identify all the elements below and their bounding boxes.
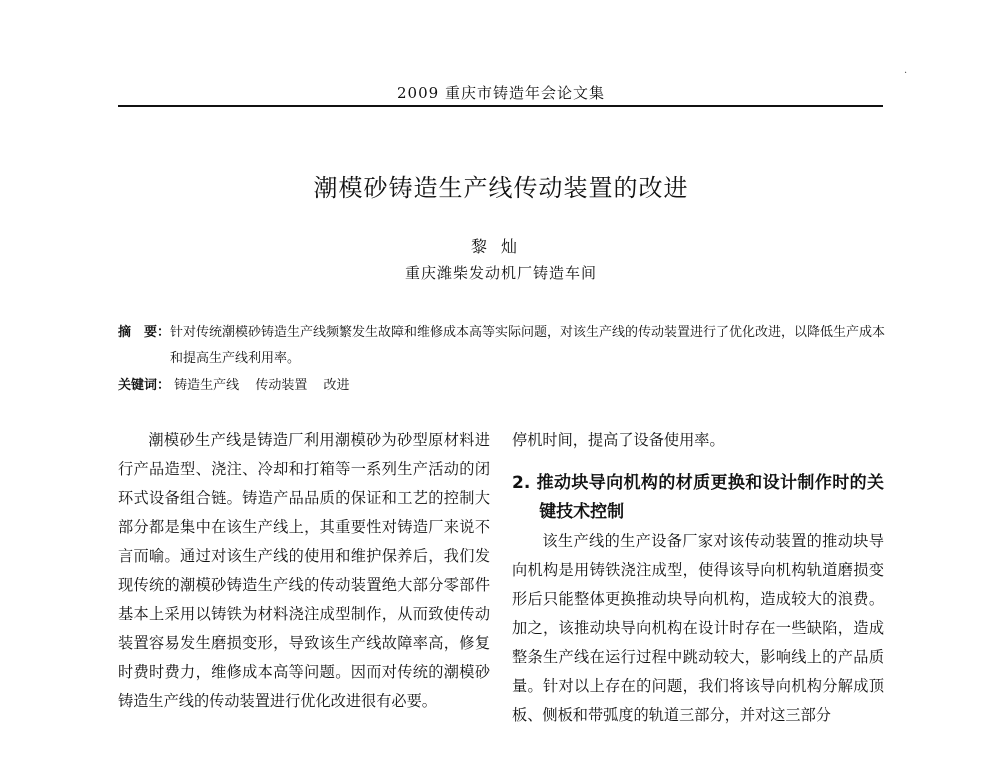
author-name: 黎灿 <box>470 237 531 256</box>
right-column <box>512 426 884 730</box>
header-rule <box>118 105 883 107</box>
keywords-label: 关键词： <box>118 378 171 393</box>
keyword: 传动装置 <box>255 378 308 393</box>
keyword: 改进 <box>323 378 350 393</box>
scan-mark: · <box>904 68 908 79</box>
section-heading: 2. 推动块导向机构的材质更换和设计制作时的关键技术控制 <box>512 473 884 522</box>
author-affiliation: 重庆潍柴发动机厂铸造车间 <box>404 264 597 282</box>
abstract-text: 针对传统潮模砂铸造生产线频繁发生故障和维修成本高等实际问题，对该生产线的传动装置进行了优化改进，以降低生产成本和提高生产线利用率。 <box>170 325 886 366</box>
article-title: 潮模砂铸造生产线传动装置的改进 <box>313 174 689 202</box>
continued-paragraph: 停机时间，提高了设备使用率。 <box>512 431 725 449</box>
abstract <box>118 320 888 372</box>
keywords <box>118 373 888 399</box>
keyword: 铸造生产线 <box>174 378 240 393</box>
running-header: 2009 重庆市铸造年会论文集 <box>397 84 605 102</box>
abstract-label: 摘 要： <box>118 325 171 340</box>
intro-paragraph: 潮模砂生产线是铸造厂利用潮模砂为砂型原材料进行产品造型、浇注、冷却和打箱等一系列生产活动的闭环式设备组合链。铸造产品品质的保证和工艺的控制大部分都是集中在该生产线上，其重要性对铸造厂来说不言而喻。通过对该生产线的使用和维护保养后，我们发现传统的潮模砂铸造生产线的传动装置绝大部分零部件基本上采用以铸铁为材料浇注成型制作，从而致使传动装置容易发生磨损变形，导致该生产线故障率高，修复时费时费力，维修成本高等问题。因而对传统的潮模砂铸造生产线的传动装置进行优化改进很有必要。 <box>118 431 490 710</box>
section-paragraph: 该生产线的生产设备厂家对该传动装置的推动块导向机构是用铸铁浇注成型，使得该导向机构轨道磨损变形后只能整体更换推动块导向机构，造成较大的浪费。加之，该推动块导向机构在设计时存在一些缺陷，造成整条生产线在运行过程中跳动较大，影响线上的产品质量。针对以上存在的问题，我们将该导向机构分解成顶板、侧板和带弧度的轨道三部分，并对这三部分 <box>512 532 884 724</box>
left-column <box>118 426 490 716</box>
